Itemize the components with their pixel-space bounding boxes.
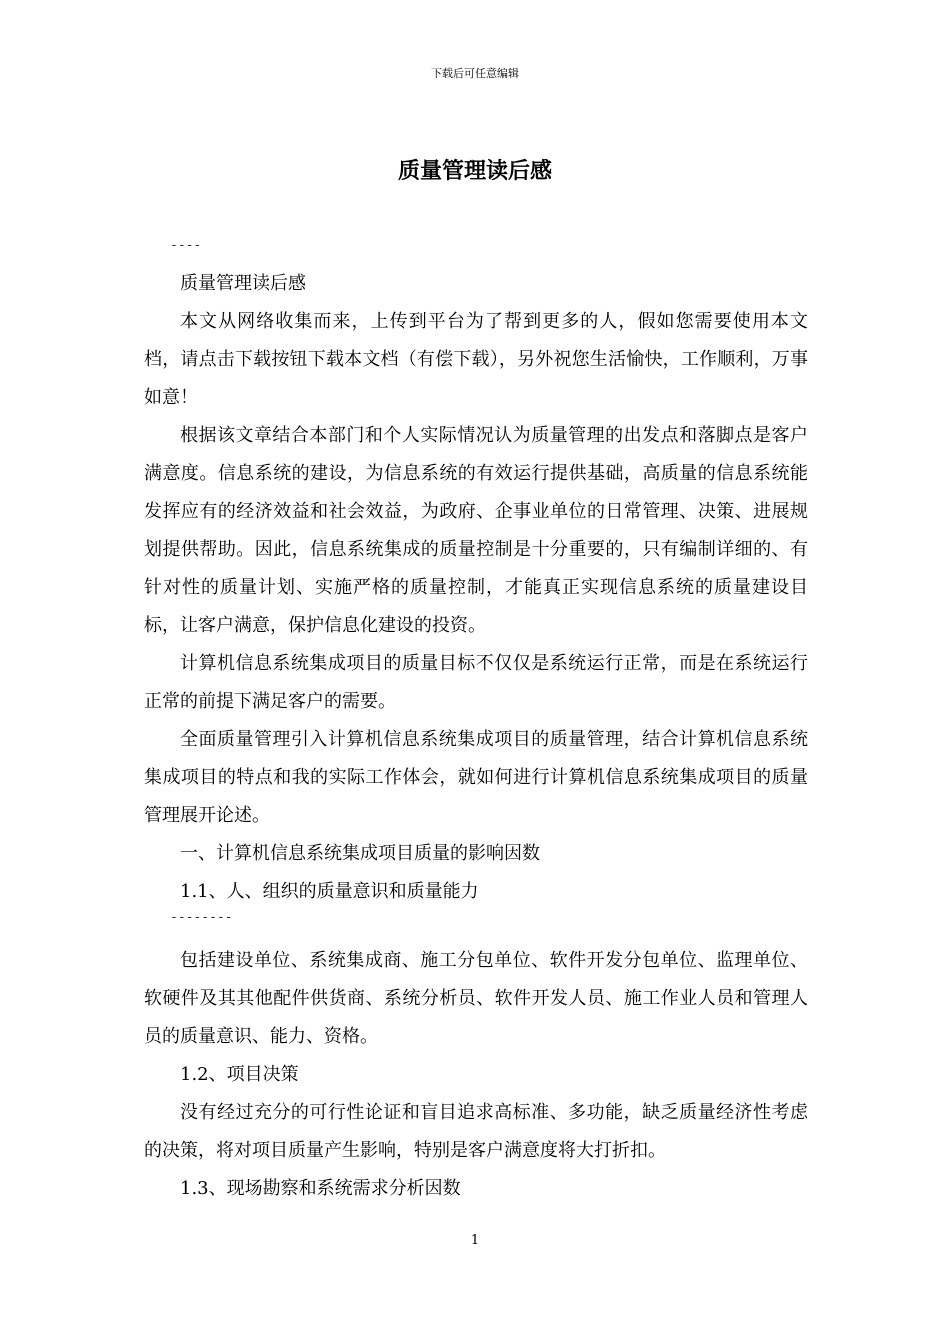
document-body bbox=[144, 227, 808, 1208]
body-paragraph: 计算机信息系统集成项目的质量目标不仅仅是系统运行正常，而是在系统运行正常的前提下满足客户的需要。 bbox=[144, 653, 808, 712]
section-heading: 一、计算机信息系统集成项目质量的影响因数 bbox=[180, 843, 540, 864]
body-paragraph: 包括建设单位、系统集成商、施工分包单位、软件开发分包单位、监理单位、软硬件及其其他配件供货商、系统分析员、软件开发人员、施工作业人员和管理人员的质量意识、能力、资格。 bbox=[144, 950, 808, 1047]
subsection-heading: 1.1、人、组织的质量意识和质量能力 bbox=[180, 881, 479, 902]
subsection-heading: 1.3、现场勘察和系统需求分析因数 bbox=[180, 1178, 461, 1199]
body-paragraph: 根据该文章结合本部门和个人实际情况认为质量管理的出发点和落脚点是客户满意度。信息系统的建设，为信息系统的有效运行提供基础，高质量的信息系统能发挥应有的经济效益和社会效益，为政府、企事业单位的日常管理、决策、进展规划提供帮助。因此，信息系统集成的质量控制是十分重要的，只有编制详细的、有针对性的质量计划、实施严格的质量控制，才能真正实现信息系统的质量建设目标，让客户满意，保护信息化建设的投资。 bbox=[144, 425, 808, 636]
separator-line: -------- bbox=[170, 910, 233, 925]
page-number: 1 bbox=[470, 1233, 480, 1248]
subsection-heading: 1.2、项目决策 bbox=[180, 1064, 299, 1085]
subtitle-paragraph: 质量管理读后感 bbox=[180, 273, 306, 294]
body-paragraph: 全面质量管理引入计算机信息系统集成项目的质量管理，结合计算机信息系统集成项目的特点和我的实际工作体会，就如何进行计算机信息系统集成项目的质量管理展开论述。 bbox=[144, 729, 808, 826]
document-title: 质量管理读后感 bbox=[397, 158, 552, 184]
intro-paragraph: 本文从网络收集而来，上传到平台为了帮到更多的人，假如您需要使用本文档，请点击下载按钮下载本文档（有偿下载），另外祝您生活愉快，工作顺利，万事如意！ bbox=[144, 311, 808, 408]
page-header-note: 下载后可任意编辑 bbox=[431, 67, 519, 80]
body-paragraph: 没有经过充分的可行性论证和盲目追求高标准、多功能，缺乏质量经济性考虑的决策，将对项目质量产生影响，特别是客户满意度将大打折扣。 bbox=[144, 1102, 808, 1161]
separator-line: ---- bbox=[170, 238, 202, 253]
